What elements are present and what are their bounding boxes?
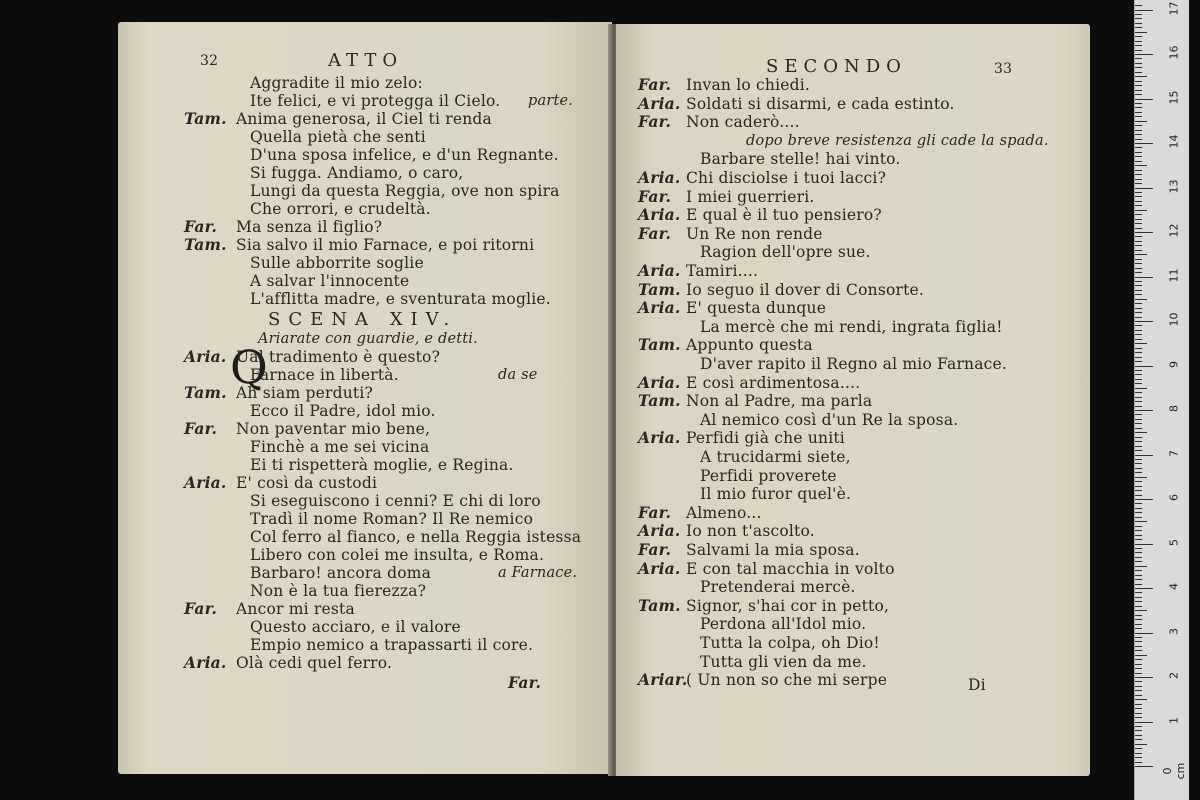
speaker-label: Aria. [638,558,681,578]
verse-line: Ei ti rispetterà moglie, e Regina. [250,456,514,474]
measurement-ruler [1134,0,1189,800]
left-catchword: Far. [508,673,542,692]
verse-line: Ah siam perduti? [236,384,373,402]
verse-line: A trucidarmi siete, [700,448,851,466]
verse-line: Signor, s'hai cor in petto, [686,596,890,615]
ruler-tick [1135,339,1142,340]
ruler-tick [1135,236,1142,237]
speaker-label: Tam. [184,383,227,402]
ruler-tick [1135,726,1142,727]
verse-line: Si eseguiscono i cenni? E chi di loro [250,492,541,510]
ruler-tick [1135,139,1142,140]
verse-line: E' così da custodi [236,474,378,492]
ruler-tick [1135,584,1142,585]
ruler-tick [1135,107,1142,108]
ruler-tick [1135,201,1142,202]
ruler-tick [1135,125,1142,126]
ruler-tick [1135,748,1142,749]
ruler-tick [1135,58,1142,59]
ruler-tick [1135,343,1147,344]
ruler-tick [1135,290,1142,291]
ruler-tick [1135,641,1142,642]
ruler-tick [1135,655,1147,656]
ruler-tick [1135,63,1142,64]
ruler-label: 17 [1167,1,1181,15]
verse-line: Ragion dell'opre sue. [700,243,871,262]
verse-line: Salvami la mia sposa. [686,541,860,559]
verse-line: Ecco il Padre, idol mio. [250,402,436,420]
verse-line: Che orrori, e crudeltà. [250,200,431,218]
ruler-label: 14 [1167,134,1181,149]
ruler-tick [1135,147,1142,148]
scene-title: SCENA XIV. [268,309,458,330]
verse-line: Al nemico così d'un Re la sposa. [700,410,959,429]
ruler-tick [1135,397,1142,398]
ruler-tick [1135,548,1142,549]
ruler-tick [1135,352,1142,353]
ruler-tick [1135,54,1153,55]
ruler-tick [1135,704,1142,705]
ruler-tick [1135,281,1142,282]
verse-line: E qual è il tuo pensiero? [686,206,882,225]
ruler-tick [1135,646,1142,647]
ruler-tick [1135,477,1147,478]
ruler-tick [1135,183,1142,184]
ruler-tick [1135,325,1142,326]
ruler-tick [1135,455,1153,456]
ruler-tick [1135,535,1142,536]
ruler-tick [1135,299,1147,300]
ruler-tick [1135,757,1142,758]
ruler-tick [1135,544,1153,545]
ruler-tick [1135,361,1142,362]
verse-line: Tamiri.... [686,262,759,280]
ruler-tick [1135,210,1147,211]
ruler-tick [1135,103,1142,104]
ruler-tick [1135,744,1147,745]
verse-line: Finchè a me sei vicina [250,438,430,456]
ruler-label: 11 [1167,268,1181,282]
verse-line: Tutta la colpa, oh Dio! [700,634,880,652]
speaker-label: Far. [638,502,672,522]
ruler-tick [1135,294,1142,295]
ruler-tick [1135,437,1142,438]
left-page-number: 32 [200,53,219,69]
ruler-tick [1135,450,1142,451]
ruler-tick [1135,615,1142,616]
ruler-tick [1135,495,1142,496]
ruler-tick [1135,32,1147,33]
ruler-tick [1135,566,1147,567]
ruler-tick [1135,165,1147,166]
speaker-label: Far. [638,112,672,132]
verse-line: Farnace in libertà. [250,366,399,384]
verse-line: D'una sposa infelice, e d'un Regnante. [250,146,559,164]
ruler-tick [1135,250,1142,251]
speaker-label: Far. [638,540,672,559]
verse-line: Soldati si disarmi, e cada estinto. [686,94,955,113]
ruler-tick [1135,219,1142,220]
verse-line: Almeno... [686,503,762,522]
ruler-label: 1 [1167,716,1181,724]
speaker-label: Aria. [638,521,681,541]
ruler-tick [1135,628,1142,629]
ruler-tick [1135,512,1142,513]
verse-line: Quella pietà che senti [250,128,426,146]
verse-line: Perfidi già che uniti [686,429,845,448]
verse-line: Col ferro al fianco, e nella Reggia istessa [250,528,582,546]
verse-line: Invan lo chiedi. [686,76,811,94]
verse-line: Questo acciaro, e il valore [250,618,461,636]
verse-line: Un Re non rende [686,224,823,243]
ruler-tick [1135,508,1142,509]
ruler-tick [1135,152,1142,153]
speaker-label: Far. [184,419,218,438]
verse-line: Libero con colei me insulta, e Roma. [250,546,545,564]
ruler-tick [1135,419,1142,420]
verse-line: Barbaro! ancora doma [250,564,432,582]
ruler-label: 3 [1167,627,1181,635]
left-page [118,22,612,774]
speaker-label: Tam. [184,235,227,254]
ruler-label: 13 [1167,179,1181,193]
drop-cap: Q [230,340,268,394]
ruler-tick [1135,463,1142,464]
ruler-tick [1135,232,1153,233]
ruler-tick [1135,228,1142,229]
ruler-tick [1135,637,1142,638]
speaker-label: Aria. [184,347,227,366]
ruler-tick [1135,570,1142,571]
verse-line: D'aver rapito il Regno al mio Farnace. [700,355,1008,373]
ruler-tick [1135,81,1142,82]
scene-direction: Ariarate con guardie, e detti. [258,331,478,347]
ruler-tick [1135,85,1142,86]
ruler-tick [1135,414,1142,415]
verse-line: E' questa dunque [686,299,827,318]
ruler-label: 4 [1167,583,1181,590]
speaker-label: Tam. [638,279,681,299]
ruler-tick [1135,383,1142,384]
ruler-tick [1135,579,1142,580]
ruler-tick [1135,388,1147,389]
ruler-tick [1135,374,1142,375]
verse-line: Il mio furor quel'è. [700,485,852,504]
speaker-label: Tam. [638,335,681,355]
ruler-tick [1135,446,1142,447]
verse-line: Non è la tua fierezza? [250,582,427,600]
verse-line: ( Un non so che mi serpe [686,671,888,690]
speaker-label: Far. [184,217,218,236]
ruler-tick [1135,597,1142,598]
ruler-tick [1135,379,1142,380]
verse-line: Lungi da questa Reggia, ove non spira [250,182,560,200]
ruler-tick [1135,41,1142,42]
speaker-label: Tam. [638,595,681,615]
ruler-tick [1135,690,1142,691]
verse-line: Perdona all'Idol mio. [700,615,867,634]
verse-line: Ite felici, e vi protegga il Cielo. [250,92,501,110]
speaker-label: Aria. [638,261,681,280]
ruler-label: 6 [1167,494,1181,501]
speaker-label: Ariar. [638,670,688,690]
ruler-label: 8 [1167,405,1181,412]
verse-line: L'afflitta madre, e sventurata moglie. [250,290,551,308]
ruler-tick [1135,762,1142,763]
ruler-tick [1135,179,1142,180]
ruler-tick [1135,713,1142,714]
speaker-label: Aria. [638,93,681,113]
stage-direction: parte. [528,93,574,109]
ruler-tick [1135,730,1142,731]
ruler-tick [1135,526,1142,527]
ruler-tick [1135,214,1142,215]
speaker-label: Aria. [638,168,681,187]
ruler-tick [1135,601,1142,602]
ruler-tick [1135,486,1142,487]
ruler-label: 9 [1167,360,1181,368]
ruler-label: 16 [1167,45,1181,60]
verse-line: Non caderò.... [686,113,800,132]
ruler-tick [1135,67,1142,68]
ruler-tick [1135,45,1142,46]
ruler-tick [1135,668,1142,669]
verse-line: Sulle abborrite soglie [250,254,424,272]
ruler-tick [1135,366,1153,367]
stage-direction: a Farnace. [498,565,578,581]
ruler-label: 5 [1167,538,1181,546]
stage-direction: da se [498,367,538,383]
ruler-tick [1135,610,1147,611]
verse-line: Sia salvo il mio Farnace, e poi ritorni [236,236,535,254]
ruler-tick [1135,521,1147,522]
ruler-tick [1135,673,1142,674]
right-page [616,24,1090,776]
ruler-tick [1135,503,1142,504]
ruler-tick [1135,592,1142,593]
ruler-tick [1135,606,1142,607]
ruler-tick [1135,588,1153,589]
ruler-tick [1135,472,1142,473]
ruler-tick [1135,161,1142,162]
verse-line: Io non t'ascolto. [686,522,815,541]
ruler-tick [1135,23,1142,24]
ruler-tick [1135,517,1142,518]
ruler-tick [1135,552,1142,553]
speaker-label: Far. [184,599,218,618]
ruler-tick [1135,308,1142,309]
ruler-tick [1135,468,1142,469]
verse-line: Chi disciolse i tuoi lacci? [686,169,887,187]
ruler-tick [1135,192,1142,193]
speaker-label: Aria. [184,653,227,672]
verse-line: Tutta gli vien da me. [700,652,867,671]
verse-line: Empio nemico a trapassarti il core. [250,636,534,654]
ruler-tick [1135,695,1142,696]
ruler-tick [1135,312,1142,313]
right-catchword: Di [968,676,986,694]
ruler-tick [1135,317,1142,318]
ruler-tick [1135,268,1142,269]
ruler-tick [1135,50,1142,51]
ruler-tick [1135,116,1142,117]
ruler-tick [1135,72,1142,73]
ruler-tick [1135,406,1142,407]
ruler-tick [1135,650,1142,651]
verse-line: Io seguo il dover di Consorte. [686,280,925,299]
ruler-tick [1135,633,1153,634]
ruler-tick [1135,330,1142,331]
right-page-number: 33 [994,61,1013,77]
ruler-tick [1135,27,1142,28]
ruler-tick [1135,392,1142,393]
ruler-tick [1135,170,1142,171]
ruler-tick [1135,481,1142,482]
verse-line: E così ardimentosa.... [686,373,861,392]
ruler-tick [1135,188,1153,189]
ruler-tick [1135,130,1142,131]
ruler-tick [1135,272,1142,273]
verse-line: Appunto questa [686,336,813,355]
ruler-tick [1135,334,1142,335]
ruler-tick [1135,539,1142,540]
ruler-tick [1135,99,1153,100]
speaker-label: Tam. [184,109,227,128]
ruler-tick [1135,664,1142,665]
ruler-tick [1135,112,1142,113]
ruler-tick [1135,10,1153,11]
ruler-tick [1135,241,1142,242]
ruler-tick [1135,686,1142,687]
verse-line: Aggradite il mio zelo: [250,74,423,92]
ruler-tick [1135,14,1142,15]
ruler-tick [1135,303,1142,304]
verse-line: Si fugga. Andiamo, o caro, [250,164,464,182]
ruler-tick [1135,5,1142,6]
ruler-tick [1135,561,1142,562]
ruler-label: 0 cm [1161,762,1187,780]
ruler-tick [1135,370,1142,371]
ruler-tick [1135,624,1142,625]
speaker-label: Aria. [638,298,681,318]
ruler-tick [1135,575,1142,576]
ruler-tick [1135,681,1142,682]
speaker-label: Tam. [638,391,681,411]
ruler-tick [1135,557,1142,558]
ruler-tick [1135,134,1142,135]
ruler-tick [1135,753,1142,754]
ruler-tick [1135,739,1142,740]
ruler-tick [1135,423,1142,424]
verse-line: Non paventar mio bene, [236,420,431,438]
verse-line: Ma senza il figlio? [236,218,383,236]
ruler-label: 10 [1167,312,1181,327]
ruler-tick [1135,428,1142,429]
verse-line: Olà cedi quel ferro. [236,654,393,672]
ruler-tick [1135,121,1147,122]
ruler-tick [1135,254,1147,255]
verse-line: Perfidi proverete [700,466,837,485]
speaker-label: Far. [638,75,672,94]
speaker-label: Aria. [638,205,681,225]
ruler-tick [1135,659,1142,660]
left-page-header: ATTO [328,50,404,71]
ruler-label: 2 [1167,672,1181,679]
right-page-header: SECONDO [766,56,907,77]
ruler-tick [1135,735,1142,736]
verse-line: Barbare stelle! hai vinto. [700,150,901,169]
ruler-tick [1135,677,1153,678]
ruler-tick [1135,321,1153,322]
verse-line: Ual tradimento è questo? [236,348,441,366]
ruler-tick [1135,196,1142,197]
stage-direction: dopo breve resistenza gli cade la spada. [746,132,1049,149]
ruler-tick [1135,90,1142,91]
ruler-tick [1135,722,1153,723]
verse-line: Ancor mi resta [236,600,355,618]
ruler-tick [1135,36,1142,37]
ruler-tick [1135,530,1142,531]
ruler-tick [1135,357,1142,358]
verse-line: La mercè che mi rendi, ingrata figlia! [700,317,1003,336]
ruler-tick [1135,432,1147,433]
ruler-tick [1135,459,1142,460]
verse-line: E con tal macchia in volto [686,559,895,578]
ruler-tick [1135,490,1142,491]
ruler-tick [1135,18,1142,19]
verse-line: I miei guerrieri. [686,187,815,206]
ruler-tick [1135,76,1147,77]
ruler-tick [1135,245,1142,246]
speaker-label: Aria. [638,428,681,448]
ruler-tick [1135,401,1142,402]
ruler-tick [1135,174,1142,175]
ruler-tick [1135,699,1147,700]
ruler-tick [1135,285,1142,286]
ruler-tick [1135,205,1142,206]
verse-line: Anima generosa, il Ciel ti renda [236,110,492,128]
ruler-tick [1135,766,1153,767]
speaker-label: Aria. [638,372,681,392]
ruler-tick [1135,717,1142,718]
verse-line: Tradì il nome Roman? Il Re nemico [250,510,534,528]
ruler-tick [1135,223,1142,224]
verse-line: A salvar l'innocente [250,272,410,290]
ruler-label: 7 [1167,449,1181,457]
verse-line: Non al Padre, ma parla [686,392,873,411]
speaker-label: Aria. [184,473,227,492]
ruler-tick [1135,263,1142,264]
ruler-label: 12 [1167,223,1181,238]
ruler-tick [1135,94,1142,95]
ruler-tick [1135,410,1153,411]
ruler-tick [1135,259,1142,260]
ruler-tick [1135,499,1153,500]
ruler-tick [1135,619,1142,620]
speaker-label: Far. [638,223,672,243]
verse-line: Pretenderai mercè. [700,578,856,597]
ruler-tick [1135,156,1142,157]
ruler-tick [1135,708,1142,709]
speaker-label: Far. [638,186,672,206]
ruler-tick [1135,441,1142,442]
ruler-tick [1135,348,1142,349]
ruler-label: 15 [1167,90,1181,104]
ruler-tick [1135,143,1153,144]
ruler-tick [1135,277,1153,278]
